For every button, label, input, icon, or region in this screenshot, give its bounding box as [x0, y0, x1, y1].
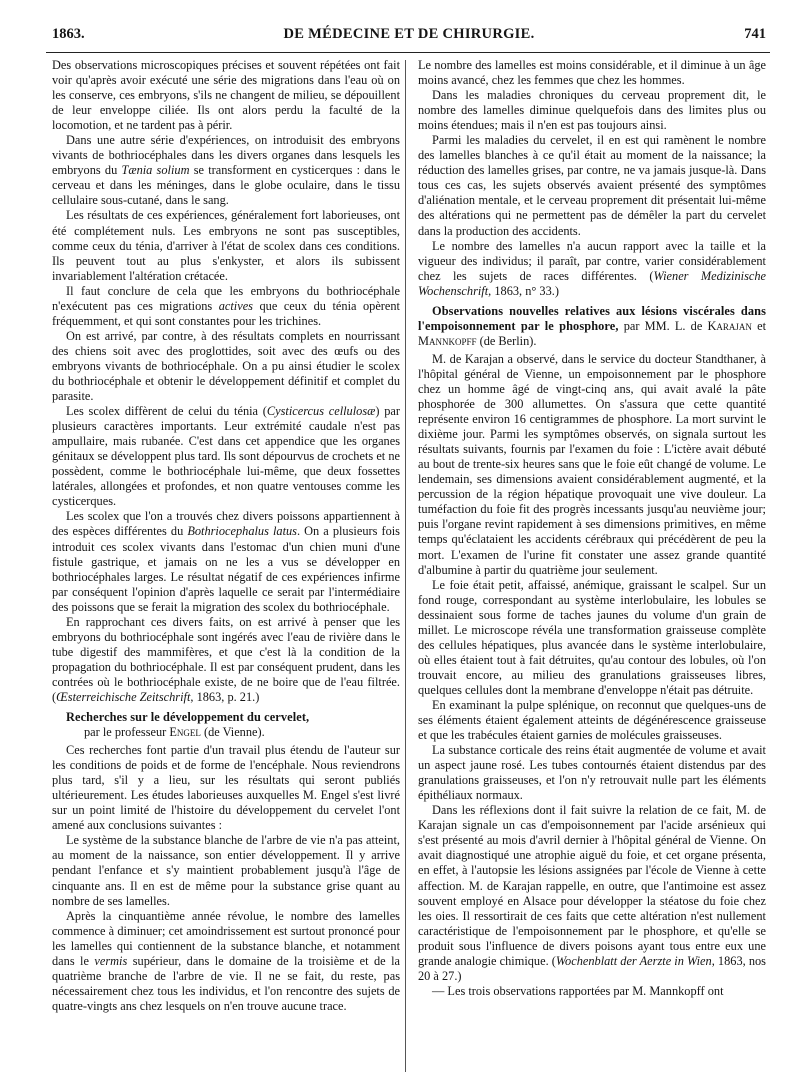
paragraph: Parmi les maladies du cervelet, il en est qui ramènent le nombre des lamelles blanches à ce qu'il était au moment de la naissance; la réduction des lamelles grises, par contre, ne va jamais jusque-là. Dans tous ces cas, les sujets observés avaient présenté des symptômes d'aliénation mentale, et le cerveau proprement dit présentait lui-même des altérations qui ne permettent pas de démêler la part du cervelet dans la production des accidents.	[418, 133, 766, 238]
left-column	[52, 58, 400, 1014]
paragraph: Des observations microscopiques précises et souvent répétées ont fait voir qu'après avoir exécuté une série des migrations dans l'eau où on les conserve, ces embryons, s'ils ne changent de milieu, se dépouillent de leur enveloppe ciliée. Ils ont alors perdu la faculté de la locomotion, et ne tardent pas à périr.	[52, 58, 400, 133]
header-journal-title: DE MÉDECINE ET DE CHIRURGIE.	[283, 26, 535, 42]
paragraph: Dans les maladies chroniques du cerveau proprement dit, le nombre des lamelles diminue quelquefois dans des limites plus ou moins étendues; mais il n'en est pas toujours ainsi.	[418, 88, 766, 133]
paragraph: Ces recherches font partie d'un travail plus étendu de l'auteur sur les conditions de poids et de forme de l'encéphale. Nous reviendrons plus tard, s'il y a lieu, sur les résultats qui seront publiés ultérieurement. Les études laborieuses auxquelles M. Engel s'est livré sur un point limité de l'histoire du développement du cervelet l'ont amené aux conclusions suivantes :	[52, 743, 400, 833]
article-heading: Recherches sur le développement du cervelet,	[66, 710, 310, 725]
running-header	[52, 24, 766, 46]
header-page-number: 741	[744, 26, 766, 42]
paragraph: Le système de la substance blanche de l'arbre de vie n'a pas atteint, au moment de la naissance, son entier développement. Il y arrive pendant l'enfance et s'y maintient probablement jusqu'à l'âge de cinquante ans. Il en est de même pour la substance grise quant au nombre de ses lamelles.	[52, 833, 400, 908]
paragraph: Le nombre des lamelles est moins considérable, et il diminue à un âge moins avancé, chez les femmes que chez les hommes.	[418, 58, 766, 88]
paragraph: On est arrivé, par contre, à des résultats complets en nourrissant des chiens soit avec des proglottides, soit avec des œufs ou des embryons vivants de bothriocéphale. On a pu ainsi étudier le scolex du bothriocéphale et obtenir le développement définitif et complet du parasite.	[52, 328, 400, 404]
paragraph: Il faut conclure de cela que les embryons du bothriocéphale n'exécutent pas ces migrations actives que ceux du ténia opèrent fréquemment, et qui sont constantes pour les trichines.	[52, 283, 400, 328]
author-name: Engel	[169, 725, 201, 740]
paragraph: Après la cinquantième année révolue, le nombre des lamelles commence à diminuer; cet amoindrissement est surtout prononcé pour les lamelles qui contiennent de la substance blanche, et notamment dans le vermis supérieur, dans le domaine de la troisième et de la quatrième branche de l'arbre de vie. Il ne se fait, du reste, pas nécessairement chez tous les individus, et l'on rencontre des sujets de quatre-vingts ans chez lesquels on n'en trouve aucune trace.	[52, 908, 400, 1013]
paragraph: La substance corticale des reins était augmentée de volume et avait un aspect jaune rosé. Les tubes contournés étaient distendus par des granulations graisseuses, et l'on n'y retrouvait nulle part les éléments épithéliaux normaux.	[418, 743, 766, 803]
column-divider	[405, 60, 406, 1072]
paragraph: Les scolex diffèrent de celui du ténia (Cysticercus cellulosæ) par plusieurs caractères importants. Leur extrémité caudale n'est pas ampullaire, mais rubanée. C'est dans cet appendice que les organes génitaux se développent plus tard. Ils sont dépourvus de crochets et ne possèdent, comme le bothriocéphale lui-même, que deux fossettes latérales, allongées et profondes, et non quatre ventouses comme les cysticerques.	[52, 404, 400, 509]
article-title-cervelet	[52, 710, 400, 740]
header-year: 1863.	[52, 26, 85, 42]
paragraph: Les résultats de ces expériences, généralement fort laborieuses, ont été complétement nuls. Les embryons ne sont pas susceptibles, comme ceux du ténia, d'arriver à l'état de scolex dans ces conditions. Ils peuvent tout au plus s'enkyster, et alors ils subissent invariablement l'altération crétacée.	[52, 208, 400, 283]
paragraph: En examinant la pulpe splénique, on reconnut que quelques-uns de ses éléments étaient également atteints de dégénérescence graisseuse et que les trabécules étaient garnies de molécules graisseuses.	[418, 697, 766, 743]
paragraph: Le nombre des lamelles n'a aucun rapport avec la taille et la vigueur des individus; il paraît, par contre, varier considérablement chez les sujets de races différentes. (Wiener Medizinische Wochenschrift, 1863, n° 33.)	[418, 238, 766, 298]
paragraph: — Les trois observations rapportées par M. Mannkopff ont	[432, 983, 724, 998]
paragraph: Dans les réflexions dont il fait suivre la relation de ce fait, M. de Karajan signale un cas d'empoisonnement par l'acide arsénieux qui s'est présenté au mois d'avril dernier à l'hôpital général de Vienne. On avait diagnostiqué une atrophie aiguë du foie, et cet organe présenta, en effet, à l'autopsie les lésions assignées par l'école de Vienne à cette affection. M. de Karajan rappelle, en outre, que l'antimoine est assez souvent employé en Alsace pour développer la stéatose du foie chez les oies. Il ressortirait de ces faits que cette altération n'est nullement caractéristique de l'empoisonnement par le phosphore, et qu'elle se produit sous l'influence de divers poisons ayant tous entre eux une grande analogie chimique. (Wochenblatt der Aerzte in Wien, 1863, nos 20 à 27.)	[418, 803, 766, 983]
author-name: Mannkopff	[418, 333, 477, 348]
paragraph: En rapprochant ces divers faits, on est arrivé à penser que les embryons du bothriocéphale sont ingérés avec l'eau de rivière dans le tube digestif des mammifères, et que c'est là la condition de la propagation du bothriocéphale. Il est par conséquent prudent, dans les contrées où le bothriocéphale existe, de ne boire que de l'eau filtrée. (Œsterreichische Zeitschrift, 1863, p. 21.)	[52, 614, 400, 704]
article-heading: Observations nouvelles relatives aux lésions viscérales dans l'empoisonnement par le phosphore,	[418, 303, 766, 333]
author-name: Karajan	[707, 318, 752, 333]
paragraph: Dans une autre série d'expériences, on introduisit des embryons vivants de bothriocéphales dans les divers organes dans lesquels les embryons du Tænia solium se transforment en cysticerques : dans le cerveau et dans les méninges, dans le globe oculaire, dans le tissu cellulaire sous-cutané, dans le sang.	[52, 133, 400, 208]
paragraph: Les scolex que l'on a trouvés chez divers poissons appartiennent à des espèces différentes du Bothriocephalus latus. On a plusieurs fois introduit ces scolex vivants dans l'estomac d'un chien muni d'une fistule gastrique, et jamais on ne les a vus se développer en bothriocéphales larges. Le résultat négatif de ces expériences infirme par conséquent l'opinion d'après laquelle ce serait par l'intermédiaire des poissons que se ferait la migration des scolex du bothriocéphale.	[52, 509, 400, 614]
right-column	[418, 58, 766, 999]
article-title-phosphore: Observations nouvelles relatives aux lésions viscérales dans l'empoisonnement par le phosphore, par MM. L. de Karajan et Mannkopff (de Berlin).	[418, 303, 767, 348]
paragraph: Le foie était petit, affaissé, anémique, graissant le scalpel. Sur un fond rouge, correspondant au système interlobulaire, les lobules se dessinaient sous forme de taches jaunes du volume d'un grain de millet. Le microscope révéla une transformation graisseuse complète des cellules hépatiques, plus avancée dans le système interlobulaire, où elles étaient tout à fait détruites, qu'au contour des lobules, où l'on trouvait encore, au milieu des granulations graisseuses libres, quelques cellules dont la membrane d'enveloppe n'était pas détruite.	[418, 577, 766, 697]
header-rule	[46, 52, 770, 53]
article-byline: par le professeur Engel (de Vienne).	[84, 725, 265, 740]
paragraph: M. de Karajan a observé, dans le service du docteur Standthaner, à l'hôpital général de Vienne, un empoisonnement par le phosphore chez un homme âgé de vingt-cinq ans, qui avait avalé la pâte phosphorée de 300 allumettes. On s'assura que cette quantité représente environ 16 centigrammes de phosphore. La mort survint le dixième jour. Parmi les symptômes observés, on signala surtout les résultats suivants, fournis par l'examen du foie : L'ictère avait débuté au bout de trente-six heures sans que le foie eût changé de volume. Le lendemain, ses dimensions avaient considérablement augmenté, et la percussion de la région hépatique provoquait une vive douleur. La tuméfaction du foie fit des progrès incessants jusqu'au neuvième jour; puis l'organe revint rapidement à ses dimensions primitives, en même temps qu'éclataient les accidents cérébraux qui précédèrent de peu la mort. L'examen de l'urine fit constater une assez grande quantité d'albumine à partir du quatrième jour seulement.	[418, 351, 766, 577]
